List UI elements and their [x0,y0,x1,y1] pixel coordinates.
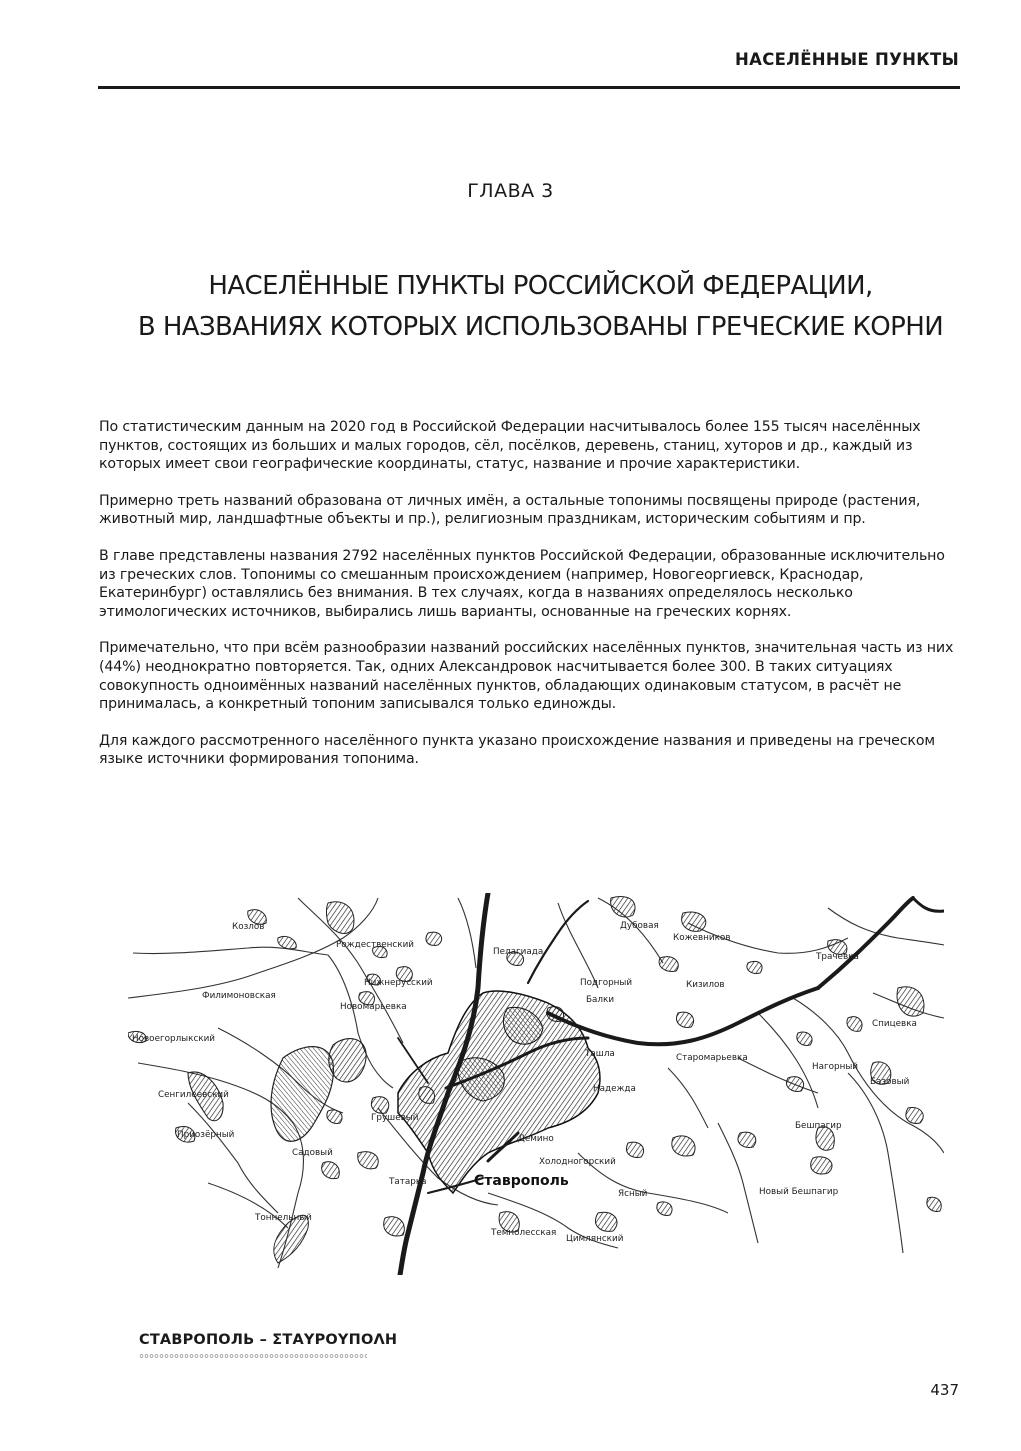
map-label: Садовый [292,1148,333,1158]
paragraph: По статистическим данным на 2020 год в Российской Федерации насчитывалось более 155 тысяч населённых пунктов, состоящих из больших и малых городов, сёл, посёлков, деревень, станиц, хуторов и др., каждый из которых имеет свои географические координаты, статус, название и прочие характеристики. [99,419,921,473]
map-label: Ясный [618,1189,648,1199]
page-number: 437 [930,1381,959,1399]
map-label: Пелагиада [493,947,544,957]
figure-caption: СТАВРОПОЛЬ – ΣΤΑΥΡΟΥΠΟΛΗ [139,1332,398,1348]
map-label: Рождественский [336,940,414,950]
paragraph: Примерно треть названий образована от личных имён, а остальные топонимы посвящены природе (растения, животный мир, ландшафтные объекты и пр.), религиозным праздникам, историческим событиям и пр. [99,492,921,528]
map-label: Тоннельный [255,1213,312,1223]
map-label: Спицевка [872,1019,917,1029]
chapter-title [60,266,1021,348]
map-label: Цимлянский [566,1234,624,1244]
body-text [99,418,961,787]
map-svg [128,893,944,1275]
paragraph: В главе представлены названия 2792 населённых пунктов Российской Федерации, образованные исключительно из греческих слов. Топонимы со смешанным происхождением (например, Новогеоргиевск, Краснодар, Екатеринбург) оставлялись без внимания. В тех случаях, когда в названиях определялось несколько этимологических источников, выбирались лишь варианты, основанные на греческих корнях. [99,547,945,620]
map-label: Старомарьевка [676,1053,748,1063]
map-label: Подгорный [580,978,633,988]
map-label: Новоегорлыкский [132,1034,216,1044]
map-label: Бешпагир [795,1121,842,1131]
map-label: Дубовая [620,921,659,931]
header-rule [98,86,960,89]
map-city-label: Ставрополь [474,1173,569,1189]
map-label: Кизилов [686,980,725,990]
chapter-title-line-2: В НАЗВАНИЯХ КОТОРЫХ ИСПОЛЬЗОВАНЫ ГРЕЧЕСКИЕ КОРНИ [137,312,944,342]
map-label: Татарка [389,1177,427,1187]
map-label: Сенгилеевский [158,1090,229,1100]
reservoir [271,1047,333,1142]
map-label: Козлов [232,922,265,932]
paragraph: Примечательно, что при всём разнообразии названий российских населённых пунктов, значительная часть из них (44%) неоднократно повторяется. Так, одних Александровок насчитывается более 300. В таких ситуациях совокупность одноимённых названий населённых пунктов, обладающих одинаковым статусом, в расчёт не принималась, а конкретный топоним записывался только единожды. [99,640,954,713]
map-label: Кожевников [673,933,731,943]
map-label: Холодногорский [539,1157,616,1167]
map-label: Трачевка [816,952,859,962]
stavropol-map [128,893,944,1275]
caption-ornament-rule [139,1353,367,1359]
map-label: Приозёрный [177,1130,235,1140]
running-header: НАСЕЛЁННЫЕ ПУНКТЫ [735,50,959,69]
chapter-label: ГЛАВА 3 [467,180,554,202]
map-label: Надежда [593,1084,636,1094]
map-label: Ташла [585,1049,615,1059]
map-label: Нагорный [812,1062,859,1072]
lake [329,1039,366,1082]
map-label: Демино [518,1134,554,1144]
map-label: Базовый [870,1077,910,1087]
chapter-title-line-1: НАСЕЛЁННЫЕ ПУНКТЫ РОССИЙСКОЙ ФЕДЕРАЦИИ, [208,271,873,301]
map-label: Филимоновская [202,991,276,1001]
map-label: Нижнерусский [364,978,433,988]
map-label: Балки [586,995,615,1005]
map-label: Новый Бешпагир [759,1187,839,1197]
paragraph: Для каждого рассмотренного населённого пункта указано происхождение названия и приведены на греческом языке источники формирования топонима. [99,732,935,768]
map-label: Новомарьевка [340,1002,407,1012]
map-label: Грушевый [371,1113,419,1123]
map-label: Темнолесская [491,1228,557,1238]
